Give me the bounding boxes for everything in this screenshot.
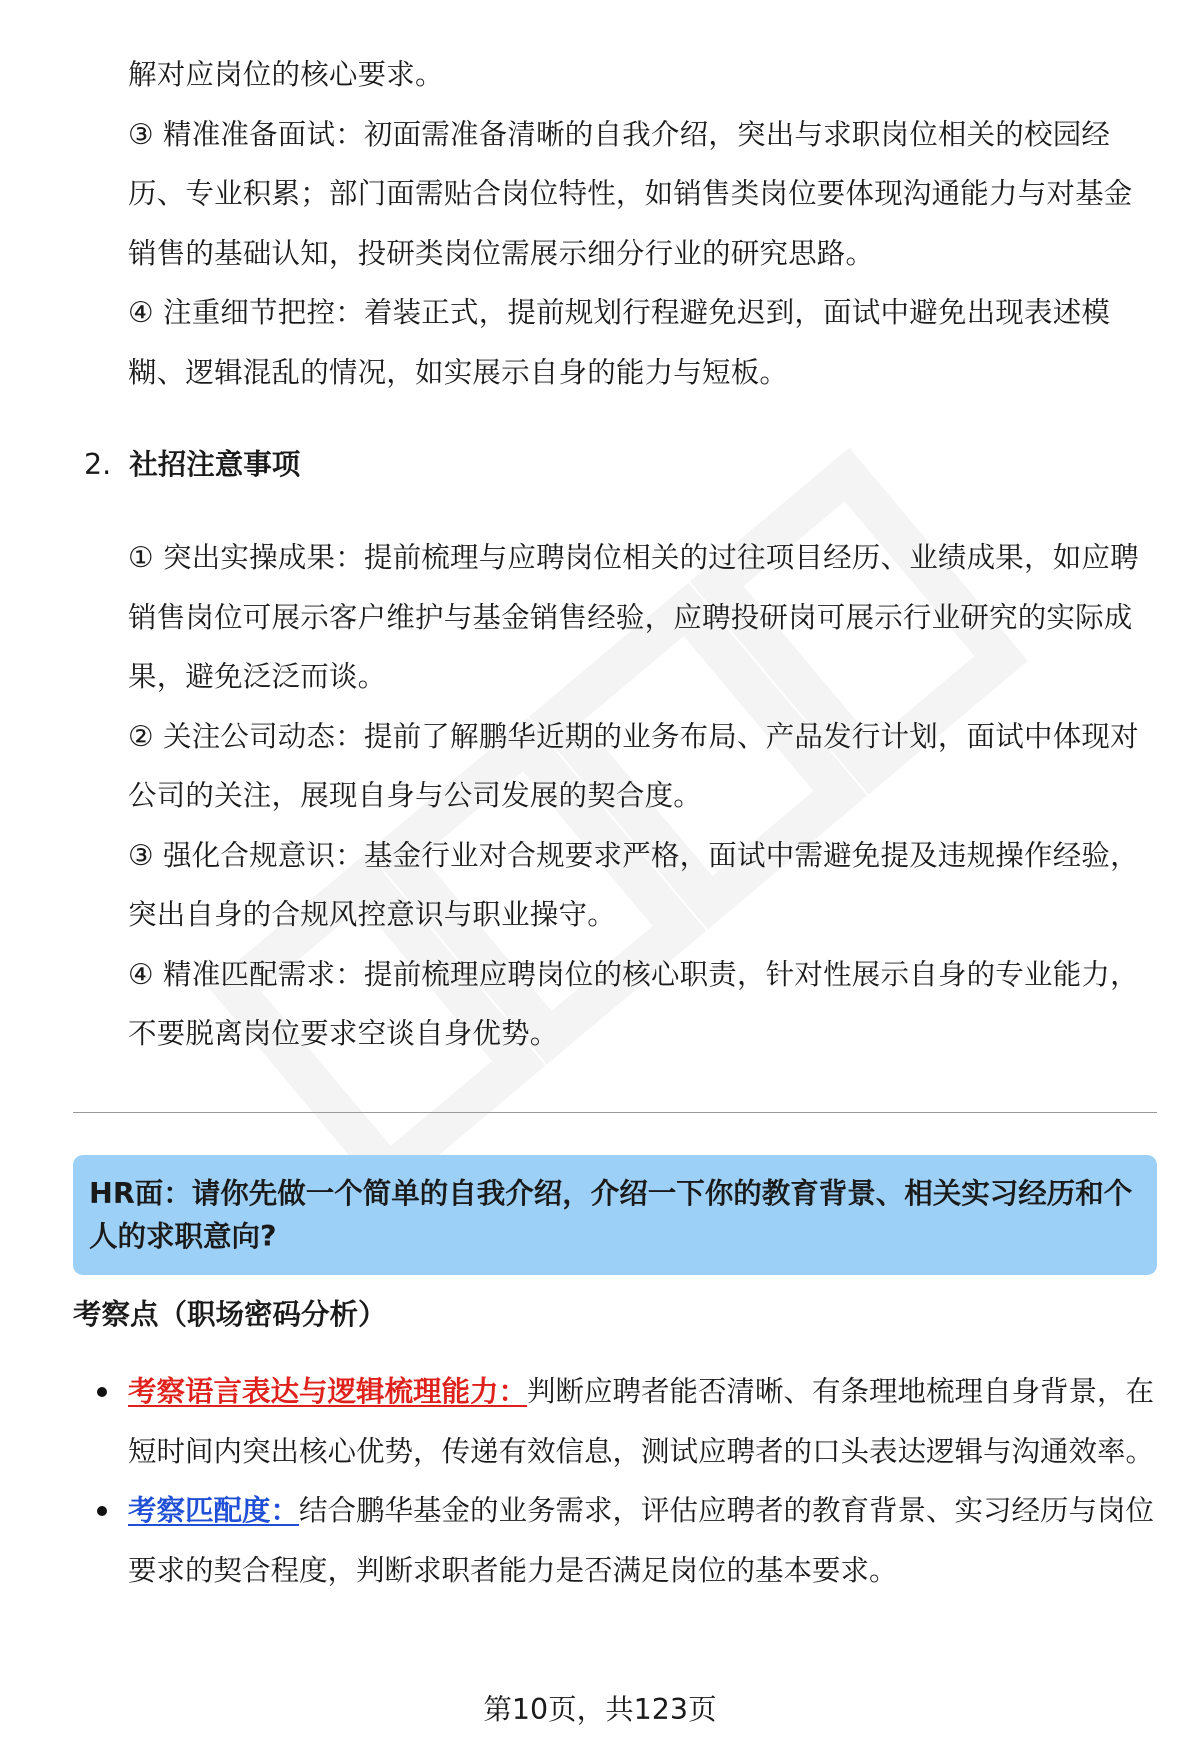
section-divider — [73, 1112, 1157, 1113]
question-text: HR面：请你先做一个简单的自我介绍，介绍一下你的教育背景、相关实习经历和个人的求职意向? — [89, 1177, 1133, 1253]
analysis-bullets — [128, 1362, 1158, 1600]
section1-line-1: 解对应岗位的核心要求。 — [128, 58, 444, 91]
analysis-text-1: 判断应聘者能否清晰、有条理地梳理自身背景，在短时间内突出核心优势，传递有效信息，测试应聘者的口头表达逻辑与沟通效率。 — [128, 1375, 1155, 1468]
analysis-bullet-1 — [128, 1362, 1158, 1481]
section1-item-4: ④ 注重细节把控：着装正式，提前规划行程避免迟到，面试中避免出现表述模糊、逻辑混乱的情况，如实展示自身的能力与短板。 — [128, 296, 1111, 389]
analysis-text-2: 结合鹏华基金的业务需求，评估应聘者的教育背景、实习经历与岗位要求的契合程度，判断求职者能力是否满足岗位的基本要求。 — [128, 1494, 1155, 1587]
section2-item-2: ② 关注公司动态：提前了解鹏华近期的业务布局、产品发行计划，面试中体现对公司的关注，展现自身与公司发展的契合度。 — [128, 719, 1139, 812]
analysis-keyword-2: 考察匹配度： — [128, 1494, 300, 1527]
section2-number: 2. — [84, 448, 112, 481]
analysis-bullet-2 — [128, 1481, 1158, 1600]
section2-item-1: ① 突出实操成果：提前梳理与应聘岗位相关的过往项目经历、业绩成果，如应聘销售岗位可展示客户维护与基金销售经验，应聘投研岗可展示行业研究的实际成果，避免泛泛而谈。 — [128, 541, 1139, 693]
section1-item-3: ③ 精准准备面试：初面需准备清晰的自我介绍，突出与求职岗位相关的校园经历、专业积累；部门面需贴合岗位特性，如销售类岗位要体现沟通能力与对基金销售的基础认知，投研类岗位需展示细分行业的研究思路。 — [128, 117, 1133, 270]
section2-title: 社招注意事项 — [129, 448, 301, 481]
section2-items — [128, 528, 1158, 1064]
bullet-dot-icon — [97, 1506, 107, 1516]
page-number: 第10页，共123页 — [483, 1693, 717, 1726]
section1-tail — [128, 45, 1158, 402]
section2-item-4: ④ 精准匹配需求：提前梳理应聘岗位的核心职责，针对性展示自身的专业能力，不要脱离岗位要求空谈自身优势。 — [128, 957, 1139, 1050]
bullet-dot-icon — [97, 1387, 107, 1397]
analysis-heading: 考察点（职场密码分析） — [73, 1298, 387, 1331]
section2-heading — [84, 440, 300, 490]
analysis-keyword-1: 考察语言表达与逻辑梳理能力： — [128, 1375, 528, 1408]
section2-item-3: ③ 强化合规意识：基金行业对合规要求严格，面试中需避免提及违规操作经验，突出自身的合规风控意识与职业操守。 — [128, 838, 1139, 931]
question-box — [73, 1155, 1157, 1275]
